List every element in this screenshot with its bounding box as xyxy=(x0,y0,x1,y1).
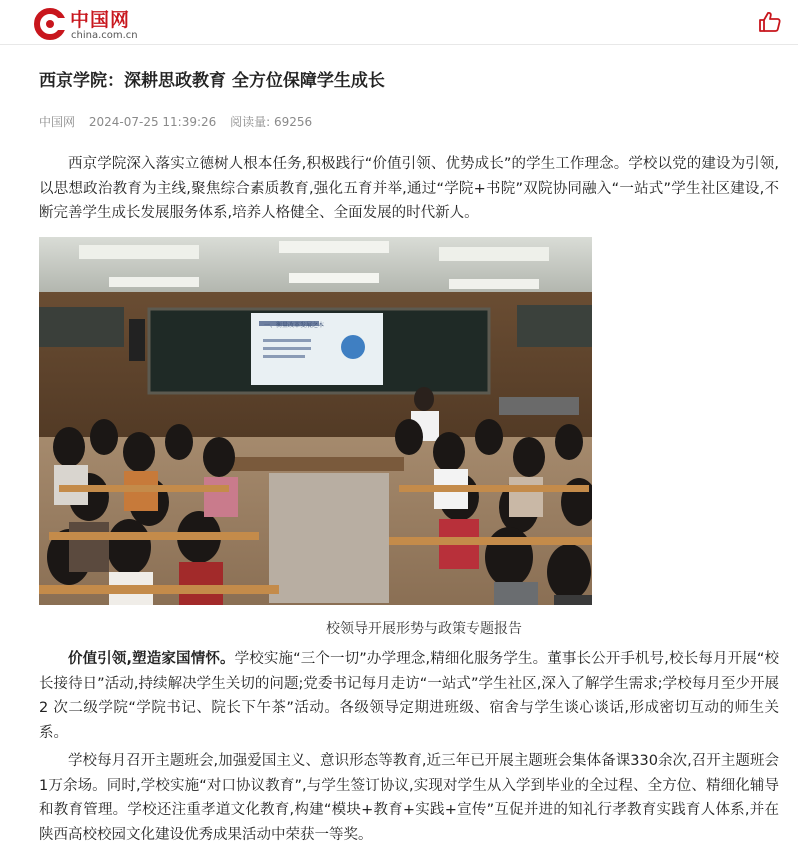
lecture-photo xyxy=(39,237,592,605)
article-meta xyxy=(39,114,322,130)
china-com-cn-logo-icon xyxy=(34,8,66,40)
photo-caption: 校领导开展形势与政策专题报告 xyxy=(326,621,522,637)
article-body xyxy=(39,647,779,851)
read-count-label: 阅读量: xyxy=(230,115,271,129)
section1-body: 学校实施“三个一切”办学理念,精细化服务学生。董事长公开手机号,校长每月开展“校长接待日”活动,持续解决学生关切的问题;党委书记每月走访“一站式”学生社区,深入了解学生需求;学校每月至少开展 2 次二级学院“学院书记、院长下午茶”活动。各级领导定期进班级、宿舍与学生谈心谈话,形成密切互动的师生关系。 xyxy=(39,651,779,741)
thumbs-up-icon[interactable] xyxy=(758,10,782,34)
top-header xyxy=(0,0,798,45)
article-title: 西京学院：深耕思政教育 全方位保障学生成长 xyxy=(39,71,385,91)
article-source[interactable]: 中国网 xyxy=(39,115,76,129)
slide-text: 一、衡量改革发展之本 xyxy=(264,322,325,329)
logo-text: 中国网 xyxy=(70,9,131,31)
site-logo[interactable] xyxy=(34,8,144,42)
logo-domain: china.com.cn xyxy=(71,30,138,41)
article-intro xyxy=(39,152,779,226)
read-count xyxy=(230,115,312,129)
intro-paragraph: 西京学院深入落实立德树人根本任务,积极践行“价值引领、优势成长”的学生工作理念。学校以党的建设为引领,以思想政治教育为主线,聚焦综合素质教育,强化五育并举,通过“学院+书院”双院协同融入“一站式”学生社区建设,不断完善学生成长发展服务体系,培养人格健全、全面发展的时代新人。 xyxy=(39,156,779,221)
article-datetime: 2024-07-25 11:39:26 xyxy=(88,115,217,129)
read-count-value: 69256 xyxy=(274,115,313,129)
section1-heading: 价值引领,塑造家国情怀。 xyxy=(68,651,235,667)
paragraph-3: 学校每月召开主题班会,加强爱国主义、意识形态等教育,近三年已开展主题班会集体备课330余次,召开主题班会1万余场。同时,学校实施“对口协议教育”,与学生签订协议,实现对学生从入学到毕业的全过程、全方位、精细化辅导和教育管理。学校还注重孝道文化教育,构建“模块+教育+实践+宣传”互促并进的知礼行孝教育实践育人体系,并在陕西高校校园文化建设优秀成果活动中荣获一等奖。 xyxy=(39,753,779,843)
lecture-photo-illustration xyxy=(39,237,592,605)
section1-paragraph xyxy=(39,647,779,745)
